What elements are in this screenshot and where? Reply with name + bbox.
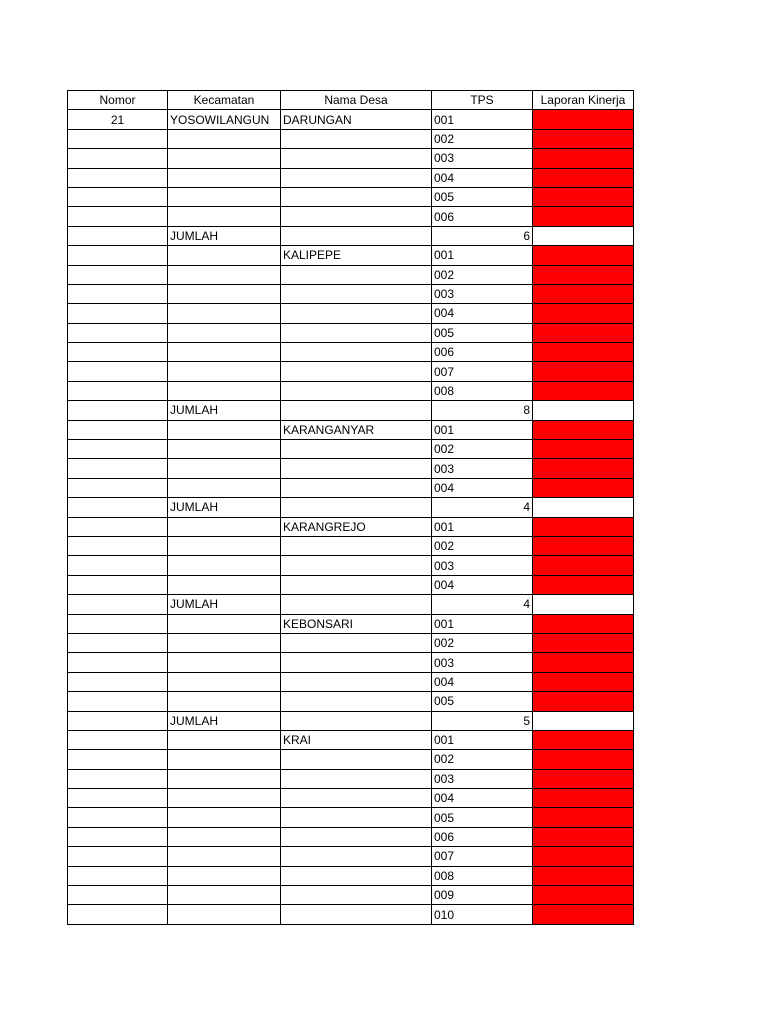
table-row [68, 517, 634, 536]
nomor-cell[interactable] [68, 343, 168, 362]
laporan-kinerja-cell[interactable] [533, 478, 634, 497]
kecamatan-cell[interactable] [168, 343, 281, 362]
table-row [68, 187, 634, 206]
tps-cell[interactable]: 003 [432, 284, 533, 303]
nama-desa-cell[interactable] [281, 750, 432, 769]
table-row [68, 866, 634, 885]
table-row [68, 789, 634, 808]
jumlah-row [68, 595, 634, 614]
table-row [68, 246, 634, 265]
nama-desa-cell[interactable] [281, 498, 432, 517]
laporan-kinerja-cell[interactable] [533, 730, 634, 749]
jumlah-row [68, 711, 634, 730]
laporan-kinerja-cell[interactable] [533, 110, 634, 129]
laporan-kinerja-cell[interactable] [533, 556, 634, 575]
nomor-cell[interactable] [68, 284, 168, 303]
laporan-kinerja-cell[interactable] [533, 536, 634, 555]
nomor-cell[interactable] [68, 808, 168, 827]
nama-desa-cell[interactable] [281, 168, 432, 187]
nama-desa-cell[interactable] [281, 692, 432, 711]
nomor-cell[interactable] [68, 129, 168, 148]
header-laporan-kinerja[interactable]: Laporan Kinerja [533, 91, 634, 110]
tps-cell[interactable]: 008 [432, 381, 533, 400]
laporan-kinerja-cell[interactable] [533, 595, 634, 614]
table-row [68, 168, 634, 187]
nama-desa-cell[interactable] [281, 187, 432, 206]
nama-desa-cell[interactable] [281, 401, 432, 420]
laporan-kinerja-cell[interactable] [533, 653, 634, 672]
nomor-cell[interactable] [68, 168, 168, 187]
nomor-cell[interactable] [68, 323, 168, 342]
kecamatan-cell[interactable] [168, 129, 281, 148]
table-row [68, 750, 634, 769]
nomor-cell[interactable] [68, 149, 168, 168]
table-row [68, 362, 634, 381]
tps-cell[interactable]: 006 [432, 207, 533, 226]
jumlah-total-cell[interactable]: 4 [432, 595, 533, 614]
nama-desa-cell[interactable] [281, 381, 432, 400]
tps-cell[interactable]: 005 [432, 187, 533, 206]
nomor-cell[interactable] [68, 381, 168, 400]
laporan-kinerja-cell[interactable] [533, 149, 634, 168]
kecamatan-cell[interactable] [168, 284, 281, 303]
nama-desa-cell[interactable] [281, 207, 432, 226]
nama-desa-cell[interactable] [281, 226, 432, 245]
laporan-kinerja-cell[interactable] [533, 769, 634, 788]
header-kecamatan[interactable]: Kecamatan [168, 91, 281, 110]
laporan-kinerja-cell[interactable] [533, 207, 634, 226]
table-row [68, 343, 634, 362]
jumlah-total-cell[interactable]: 8 [432, 401, 533, 420]
kecamatan-cell[interactable] [168, 886, 281, 905]
laporan-kinerja-cell[interactable] [533, 672, 634, 691]
laporan-kinerja-cell[interactable] [533, 789, 634, 808]
laporan-kinerja-cell[interactable] [533, 459, 634, 478]
kecamatan-cell[interactable] [168, 440, 281, 459]
kecamatan-cell[interactable] [168, 575, 281, 594]
kecamatan-cell[interactable] [168, 769, 281, 788]
tps-cell[interactable]: 004 [432, 304, 533, 323]
jumlah-total-cell[interactable]: 6 [432, 226, 533, 245]
nomor-cell[interactable] [68, 789, 168, 808]
table-row [68, 614, 634, 633]
kecamatan-cell[interactable] [168, 304, 281, 323]
nama-desa-cell[interactable] [281, 866, 432, 885]
tps-cell[interactable]: 002 [432, 750, 533, 769]
kecamatan-cell[interactable] [168, 420, 281, 439]
table-row [68, 265, 634, 284]
kecamatan-cell[interactable] [168, 323, 281, 342]
nama-desa-cell[interactable]: KEBONSARI [281, 614, 432, 633]
table-row [68, 459, 634, 478]
nama-desa-cell[interactable]: KARANGANYAR [281, 420, 432, 439]
kecamatan-cell[interactable] [168, 556, 281, 575]
table-row [68, 692, 634, 711]
table-row [68, 110, 634, 129]
nomor-cell[interactable] [68, 827, 168, 846]
nomor-cell[interactable] [68, 536, 168, 555]
nama-desa-cell[interactable] [281, 672, 432, 691]
tps-cell[interactable]: 004 [432, 575, 533, 594]
laporan-kinerja-cell[interactable] [533, 246, 634, 265]
tps-cell[interactable]: 001 [432, 110, 533, 129]
spreadsheet-table [67, 90, 634, 925]
nama-desa-cell[interactable] [281, 575, 432, 594]
laporan-kinerja-cell[interactable] [533, 420, 634, 439]
table-row [68, 672, 634, 691]
nomor-cell[interactable] [68, 498, 168, 517]
table-row [68, 886, 634, 905]
tps-cell[interactable]: 004 [432, 672, 533, 691]
tps-cell[interactable]: 005 [432, 692, 533, 711]
laporan-kinerja-cell[interactable] [533, 575, 634, 594]
laporan-kinerja-cell[interactable] [533, 808, 634, 827]
table-row [68, 827, 634, 846]
kecamatan-cell[interactable] [168, 789, 281, 808]
table-row [68, 808, 634, 827]
nomor-cell[interactable] [68, 595, 168, 614]
nomor-cell[interactable] [68, 905, 168, 924]
laporan-kinerja-cell[interactable] [533, 381, 634, 400]
kecamatan-cell[interactable] [168, 692, 281, 711]
jumlah-label-cell[interactable]: JUMLAH [168, 226, 281, 245]
nama-desa-cell[interactable] [281, 478, 432, 497]
laporan-kinerja-cell[interactable] [533, 498, 634, 517]
nomor-cell[interactable] [68, 847, 168, 866]
kecamatan-cell[interactable] [168, 362, 281, 381]
kecamatan-cell[interactable] [168, 808, 281, 827]
laporan-kinerja-cell[interactable] [533, 323, 634, 342]
table-row [68, 381, 634, 400]
table-row [68, 323, 634, 342]
jumlah-label-cell[interactable]: JUMLAH [168, 401, 281, 420]
laporan-kinerja-cell[interactable] [533, 168, 634, 187]
jumlah-row [68, 226, 634, 245]
tps-cell[interactable]: 005 [432, 808, 533, 827]
nomor-cell[interactable]: 21 [68, 110, 168, 129]
nama-desa-cell[interactable]: KRAI [281, 730, 432, 749]
nomor-cell[interactable] [68, 886, 168, 905]
nama-desa-cell[interactable] [281, 886, 432, 905]
nomor-cell[interactable] [68, 459, 168, 478]
laporan-kinerja-cell[interactable] [533, 440, 634, 459]
laporan-kinerja-cell[interactable] [533, 362, 634, 381]
jumlah-label-cell[interactable]: JUMLAH [168, 498, 281, 517]
tps-cell[interactable]: 003 [432, 149, 533, 168]
table-row [68, 556, 634, 575]
table-row [68, 304, 634, 323]
laporan-kinerja-cell[interactable] [533, 129, 634, 148]
nomor-cell[interactable] [68, 633, 168, 652]
table-row [68, 730, 634, 749]
tps-cell[interactable]: 007 [432, 362, 533, 381]
kecamatan-cell[interactable] [168, 381, 281, 400]
header-nama-desa[interactable]: Nama Desa [281, 91, 432, 110]
nama-desa-cell[interactable] [281, 362, 432, 381]
tps-cell[interactable]: 008 [432, 866, 533, 885]
tps-cell[interactable]: 003 [432, 769, 533, 788]
laporan-kinerja-cell[interactable] [533, 284, 634, 303]
nama-desa-cell[interactable] [281, 129, 432, 148]
nama-desa-cell[interactable] [281, 343, 432, 362]
kecamatan-cell[interactable] [168, 517, 281, 536]
nama-desa-cell[interactable] [281, 265, 432, 284]
tps-cell[interactable]: 003 [432, 556, 533, 575]
nomor-cell[interactable] [68, 575, 168, 594]
table-row [68, 420, 634, 439]
tps-cell[interactable]: 001 [432, 246, 533, 265]
nomor-cell[interactable] [68, 207, 168, 226]
laporan-kinerja-cell[interactable] [533, 614, 634, 633]
laporan-kinerja-cell[interactable] [533, 343, 634, 362]
kecamatan-cell[interactable] [168, 750, 281, 769]
nomor-cell[interactable] [68, 769, 168, 788]
laporan-kinerja-cell[interactable] [533, 517, 634, 536]
nama-desa-cell[interactable] [281, 711, 432, 730]
kecamatan-cell[interactable] [168, 847, 281, 866]
kecamatan-cell[interactable] [168, 633, 281, 652]
nama-desa-cell[interactable] [281, 440, 432, 459]
nomor-cell[interactable] [68, 711, 168, 730]
table-row [68, 207, 634, 226]
laporan-kinerja-cell[interactable] [533, 750, 634, 769]
table-row [68, 633, 634, 652]
laporan-kinerja-cell[interactable] [533, 265, 634, 284]
tps-cell[interactable]: 005 [432, 323, 533, 342]
laporan-kinerja-cell[interactable] [533, 401, 634, 420]
nama-desa-cell[interactable] [281, 808, 432, 827]
header-tps[interactable]: TPS [432, 91, 533, 110]
jumlah-label-cell[interactable]: JUMLAH [168, 595, 281, 614]
nomor-cell[interactable] [68, 304, 168, 323]
tps-cell[interactable]: 004 [432, 168, 533, 187]
nama-desa-cell[interactable] [281, 284, 432, 303]
table-body [68, 110, 634, 924]
laporan-kinerja-cell[interactable] [533, 886, 634, 905]
kecamatan-cell[interactable] [168, 536, 281, 555]
nama-desa-cell[interactable] [281, 595, 432, 614]
nama-desa-cell[interactable] [281, 459, 432, 478]
nama-desa-cell[interactable] [281, 536, 432, 555]
nama-desa-cell[interactable]: DARUNGAN [281, 110, 432, 129]
tps-cell[interactable]: 003 [432, 653, 533, 672]
header-row [68, 91, 634, 110]
nomor-cell[interactable] [68, 362, 168, 381]
laporan-kinerja-cell[interactable] [533, 304, 634, 323]
nomor-cell[interactable] [68, 420, 168, 439]
laporan-kinerja-cell[interactable] [533, 827, 634, 846]
table-row [68, 536, 634, 555]
kecamatan-cell[interactable] [168, 614, 281, 633]
nomor-cell[interactable] [68, 187, 168, 206]
tps-cell[interactable]: 002 [432, 265, 533, 284]
tps-cell[interactable]: 003 [432, 459, 533, 478]
tps-cell[interactable]: 006 [432, 343, 533, 362]
table-row [68, 478, 634, 497]
jumlah-row [68, 401, 634, 420]
kecamatan-cell[interactable] [168, 187, 281, 206]
nomor-cell[interactable] [68, 517, 168, 536]
nomor-cell[interactable] [68, 478, 168, 497]
table-row [68, 905, 634, 924]
tps-cell[interactable]: 002 [432, 536, 533, 555]
table-row [68, 440, 634, 459]
nomor-cell[interactable] [68, 226, 168, 245]
kecamatan-cell[interactable] [168, 459, 281, 478]
kecamatan-cell[interactable] [168, 653, 281, 672]
laporan-kinerja-cell[interactable] [533, 187, 634, 206]
jumlah-total-cell[interactable]: 4 [432, 498, 533, 517]
tps-cell[interactable]: 001 [432, 730, 533, 749]
kecamatan-cell[interactable] [168, 149, 281, 168]
kecamatan-cell[interactable] [168, 168, 281, 187]
nomor-cell[interactable] [68, 653, 168, 672]
kecamatan-cell[interactable] [168, 246, 281, 265]
kecamatan-cell[interactable] [168, 478, 281, 497]
nomor-cell[interactable] [68, 730, 168, 749]
laporan-kinerja-cell[interactable] [533, 633, 634, 652]
nama-desa-cell[interactable] [281, 556, 432, 575]
nama-desa-cell[interactable] [281, 769, 432, 788]
table-row [68, 769, 634, 788]
jumlah-label-cell[interactable]: JUMLAH [168, 711, 281, 730]
kecamatan-cell[interactable] [168, 866, 281, 885]
nama-desa-cell[interactable] [281, 149, 432, 168]
kecamatan-cell[interactable] [168, 905, 281, 924]
kecamatan-cell[interactable] [168, 730, 281, 749]
tps-cell[interactable]: 010 [432, 905, 533, 924]
tps-cell[interactable]: 001 [432, 517, 533, 536]
kecamatan-cell[interactable] [168, 672, 281, 691]
tps-cell[interactable]: 004 [432, 789, 533, 808]
tps-cell[interactable]: 002 [432, 440, 533, 459]
nomor-cell[interactable] [68, 692, 168, 711]
table-row [68, 575, 634, 594]
nama-desa-cell[interactable]: KARANGREJO [281, 517, 432, 536]
tps-cell[interactable]: 001 [432, 420, 533, 439]
laporan-kinerja-cell[interactable] [533, 226, 634, 245]
nama-desa-cell[interactable]: KALIPEPE [281, 246, 432, 265]
tps-cell[interactable]: 001 [432, 614, 533, 633]
nomor-cell[interactable] [68, 556, 168, 575]
laporan-kinerja-cell[interactable] [533, 905, 634, 924]
tps-cell[interactable]: 006 [432, 827, 533, 846]
kecamatan-cell[interactable] [168, 827, 281, 846]
nama-desa-cell[interactable] [281, 905, 432, 924]
tps-cell[interactable]: 002 [432, 633, 533, 652]
kecamatan-cell[interactable]: YOSOWILANGUN [168, 110, 281, 129]
tps-cell[interactable]: 002 [432, 129, 533, 148]
nama-desa-cell[interactable] [281, 789, 432, 808]
nama-desa-cell[interactable] [281, 827, 432, 846]
nomor-cell[interactable] [68, 672, 168, 691]
nama-desa-cell[interactable] [281, 323, 432, 342]
nama-desa-cell[interactable] [281, 304, 432, 323]
table-row [68, 284, 634, 303]
nama-desa-cell[interactable] [281, 847, 432, 866]
jumlah-row [68, 498, 634, 517]
table-row [68, 129, 634, 148]
tps-cell[interactable]: 004 [432, 478, 533, 497]
jumlah-total-cell[interactable]: 5 [432, 711, 533, 730]
laporan-kinerja-cell[interactable] [533, 847, 634, 866]
nomor-cell[interactable] [68, 614, 168, 633]
laporan-kinerja-cell[interactable] [533, 866, 634, 885]
header-nomor[interactable]: Nomor [68, 91, 168, 110]
table-row [68, 653, 634, 672]
nama-desa-cell[interactable] [281, 653, 432, 672]
nomor-cell[interactable] [68, 246, 168, 265]
tps-cell[interactable]: 009 [432, 886, 533, 905]
laporan-kinerja-cell[interactable] [533, 711, 634, 730]
nomor-cell[interactable] [68, 866, 168, 885]
nomor-cell[interactable] [68, 265, 168, 284]
nama-desa-cell[interactable] [281, 633, 432, 652]
laporan-kinerja-cell[interactable] [533, 692, 634, 711]
nomor-cell[interactable] [68, 750, 168, 769]
table-row [68, 847, 634, 866]
nomor-cell[interactable] [68, 401, 168, 420]
table-row [68, 149, 634, 168]
kecamatan-cell[interactable] [168, 207, 281, 226]
kecamatan-cell[interactable] [168, 265, 281, 284]
tps-cell[interactable]: 007 [432, 847, 533, 866]
nomor-cell[interactable] [68, 440, 168, 459]
